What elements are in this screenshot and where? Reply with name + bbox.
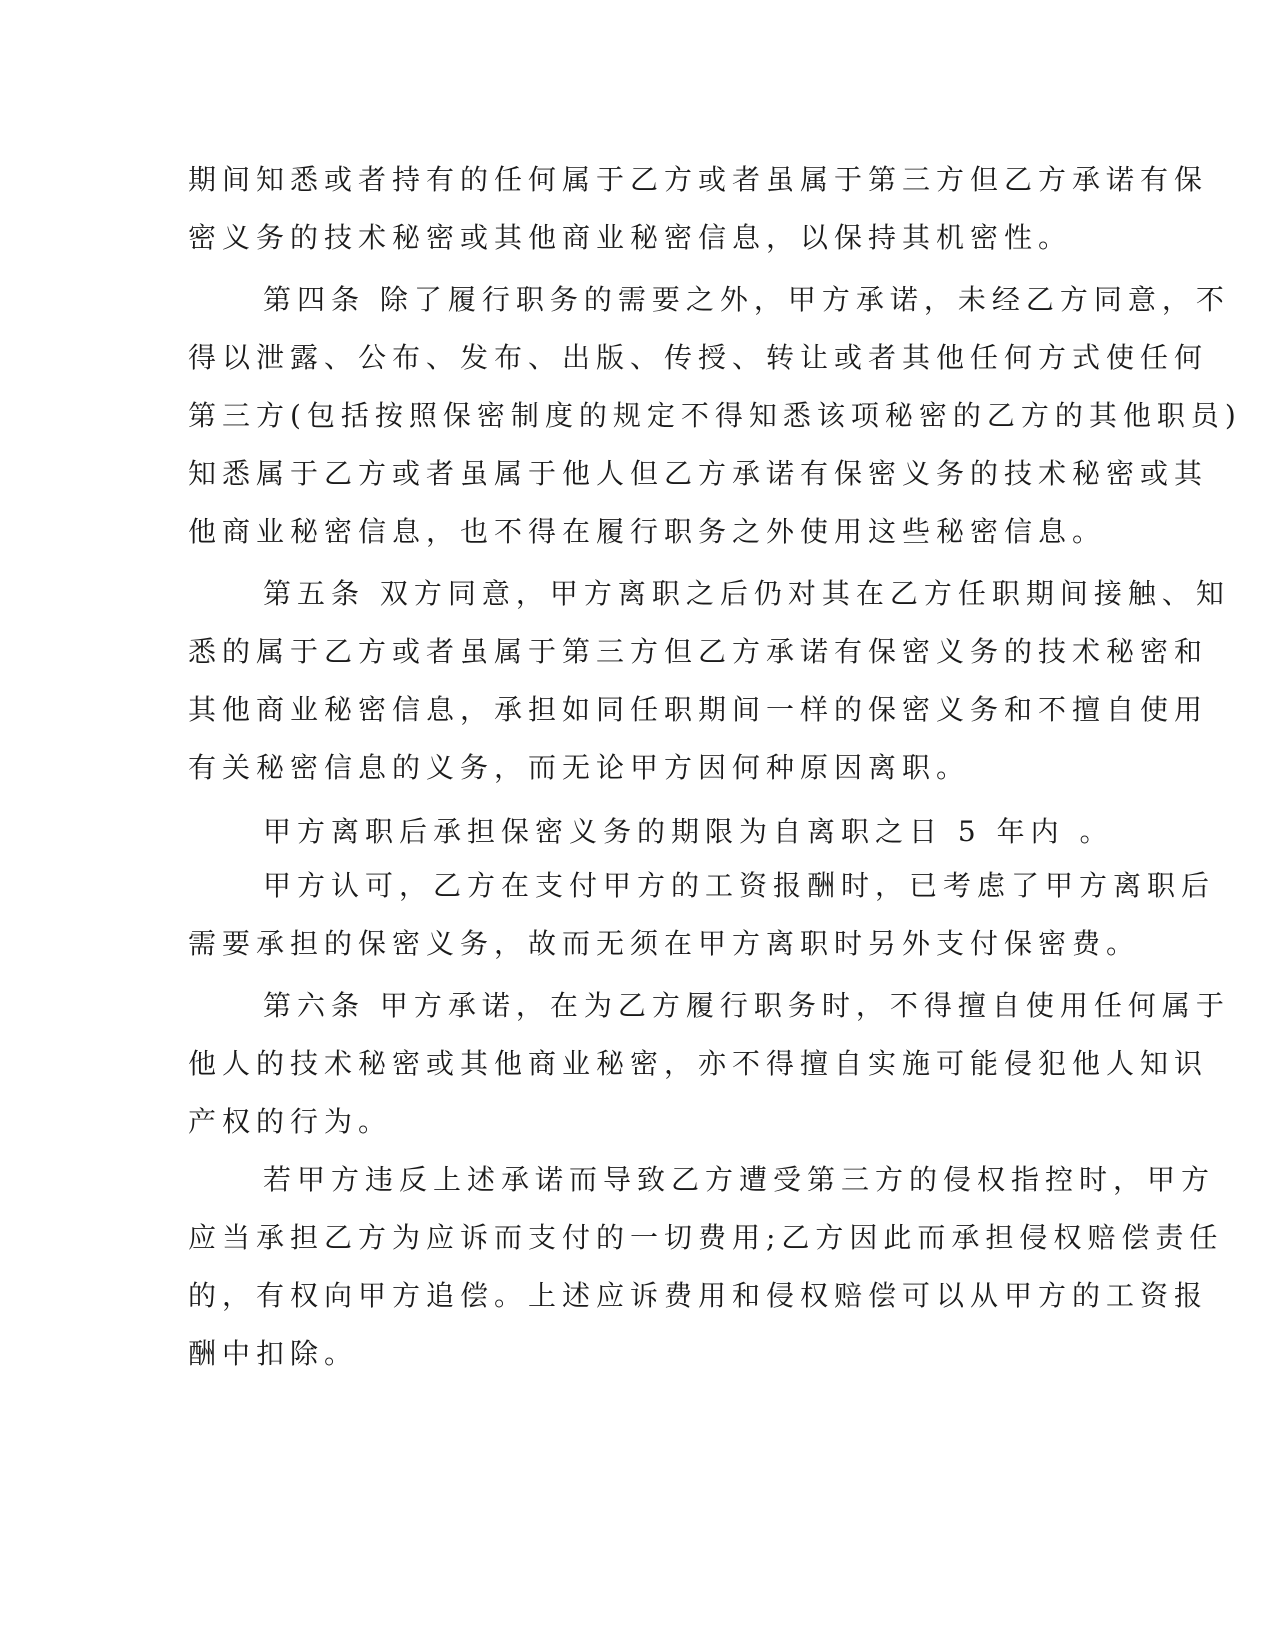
text-line: 他人的技术秘密或其他商业秘密，亦不得擅自实施可能侵犯他人知识 bbox=[188, 1047, 1209, 1080]
text-line: 得以泄露、公布、发布、出版、传授、转让或者其他任何方式使任何 bbox=[188, 341, 1209, 374]
text-line: 其他商业秘密信息，承担如同任职期间一样的保密义务和不擅自使用 bbox=[188, 693, 1209, 726]
text-line: 密义务的技术秘密或其他商业秘密信息，以保持其机密性。 bbox=[188, 221, 1073, 254]
paragraph-acknowledgement: 甲方认可，乙方在支付甲方的工资报酬时，已考虑了甲方离职后 bbox=[263, 869, 1216, 902]
text-line: 产权的行为。 bbox=[188, 1105, 393, 1138]
text-line: 酬中扣除。 bbox=[188, 1337, 359, 1370]
paragraph-article-4: 第四条 除了履行职务的需要之外，甲方承诺，未经乙方同意，不 bbox=[263, 283, 1230, 316]
text-line: 第三方(包括按照保密制度的规定不得知悉该项秘密的乙方的其他职员) bbox=[188, 399, 1242, 432]
text-line: 知悉属于乙方或者虽属于他人但乙方承诺有保密义务的技术秘密或其 bbox=[188, 457, 1209, 490]
paragraph-article-5: 第五条 双方同意，甲方离职之后仍对其在乙方任职期间接触、知 bbox=[263, 577, 1230, 610]
text-line: 悉的属于乙方或者虽属于第三方但乙方承诺有保密义务的技术秘密和 bbox=[188, 635, 1209, 668]
text-line: 期间知悉或者持有的任何属于乙方或者虽属于第三方但乙方承诺有保 bbox=[188, 163, 1209, 196]
paragraph-indemnity: 若甲方违反上述承诺而导致乙方遭受第三方的侵权指控时，甲方 bbox=[263, 1163, 1216, 1196]
paragraph-term: 甲方离职后承担保密义务的期限为自离职之日 5 年内 。 bbox=[263, 815, 1114, 848]
text-line: 有关秘密信息的义务，而无论甲方因何种原因离职。 bbox=[188, 751, 971, 784]
text-line: 需要承担的保密义务，故而无须在甲方离职时另外支付保密费。 bbox=[188, 927, 1141, 960]
text-line: 的，有权向甲方追偿。上述应诉费用和侵权赔偿可以从甲方的工资报 bbox=[188, 1279, 1209, 1312]
text-line: 应当承担乙方为应诉而支付的一切费用;乙方因此而承担侵权赔偿责任 bbox=[188, 1221, 1224, 1254]
text-line: 他商业秘密信息，也不得在履行职务之外使用这些秘密信息。 bbox=[188, 515, 1107, 548]
paragraph-article-6: 第六条 甲方承诺，在为乙方履行职务时，不得擅自使用任何属于 bbox=[263, 989, 1230, 1022]
